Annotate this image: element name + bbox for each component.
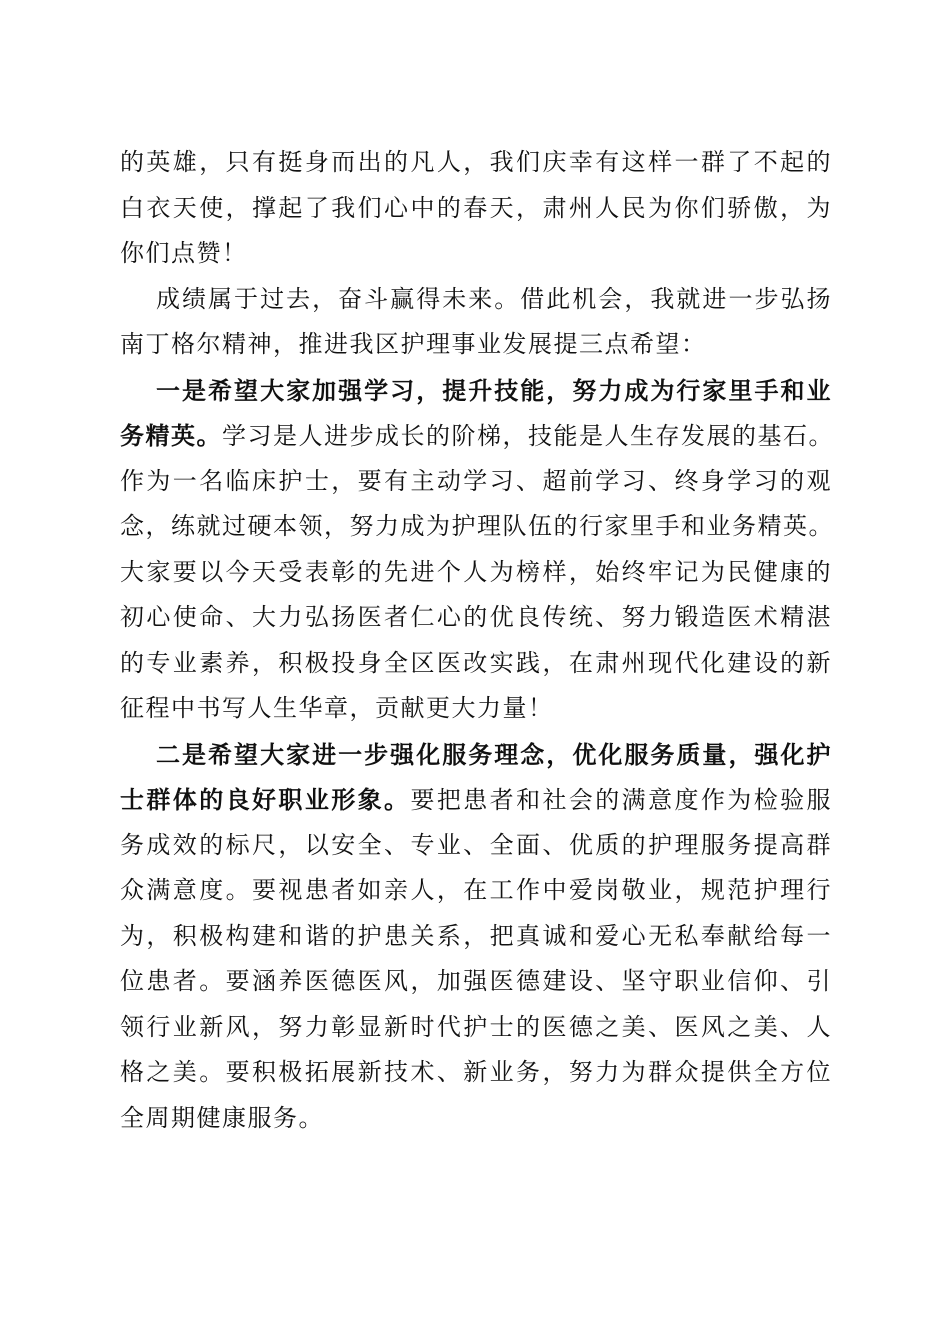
text-line: 务成效的标尺，以安全、专业、全面、优质的护理服务提高群 bbox=[120, 830, 832, 859]
text-line bbox=[120, 777, 832, 823]
text-line: 的专业素养，积极投身全区医改实践，在肃州现代化建设的新 bbox=[120, 648, 832, 677]
text-line: 白衣天使，撑起了我们心中的春天，肃州人民为你们骄傲，为 bbox=[120, 193, 832, 222]
bold-heading-text: 务精英。 bbox=[120, 421, 222, 450]
bold-heading-text: 士群体的良好职业形象。 bbox=[120, 785, 411, 814]
bold-heading-text: 二是希望大家进一步强化服务理念，优化服务质量，强化护 bbox=[156, 739, 832, 769]
text-line: 为，积极构建和谐的护患关系，把真诚和爱心无私奉献给每一 bbox=[120, 921, 832, 950]
text-line: 征程中书写人生华章，贡献更大力量！ bbox=[120, 694, 554, 722]
paragraph bbox=[120, 368, 832, 732]
text-line: 你们点赞！ bbox=[120, 239, 248, 267]
text-line: 全周期健康服务。 bbox=[120, 1103, 324, 1132]
paragraph bbox=[120, 140, 832, 277]
text-line: 众满意度。要视患者如亲人，在工作中爱岗敬业，规范护理行 bbox=[120, 876, 832, 904]
text-line: 念，练就过硬本领，努力成为护理队伍的行家里手和业务精英。 bbox=[120, 512, 834, 540]
text-run: 要把患者和社会的满意度作为检验服 bbox=[410, 786, 833, 814]
text-line: 格之美。要积极拓展新技术、新业务，努力为群众提供全方位 bbox=[120, 1058, 832, 1086]
text-line: 南丁格尔精神，推进我区护理事业发展提三点希望： bbox=[120, 330, 707, 358]
text-line: 的英雄，只有挺身而出的凡人，我们庆幸有这样一群了不起的 bbox=[120, 148, 832, 176]
document-body bbox=[120, 140, 832, 1141]
paragraph bbox=[120, 732, 832, 1142]
text-line: 大家要以今天受表彰的先进个人为榜样，始终牢记为民健康的 bbox=[120, 557, 832, 586]
text-line: 成绩属于过去，奋斗赢得未来。借此机会，我就进一步弘扬 bbox=[156, 284, 832, 313]
text-run: 学习是人进步成长的阶梯，技能是人生存发展的基石。 bbox=[222, 422, 834, 450]
text-line bbox=[120, 368, 832, 414]
bold-heading-text: 一是希望大家加强学习，提升技能，努力成为行家里手和业 bbox=[156, 375, 832, 405]
text-line: 领行业新风，努力彰显新时代护士的医德之美、医风之美、人 bbox=[120, 1012, 832, 1041]
paragraph bbox=[120, 277, 832, 368]
text-line: 位患者。要涵养医德医风，加强医德建设、坚守职业信仰、引 bbox=[120, 967, 832, 995]
text-line: 作为一名临床护士，要有主动学习、超前学习、终身学习的观 bbox=[120, 466, 832, 495]
text-line bbox=[120, 732, 832, 778]
text-line bbox=[120, 413, 832, 459]
text-line: 初心使命、大力弘扬医者仁心的优良传统、努力锻造医术精湛 bbox=[120, 603, 832, 631]
